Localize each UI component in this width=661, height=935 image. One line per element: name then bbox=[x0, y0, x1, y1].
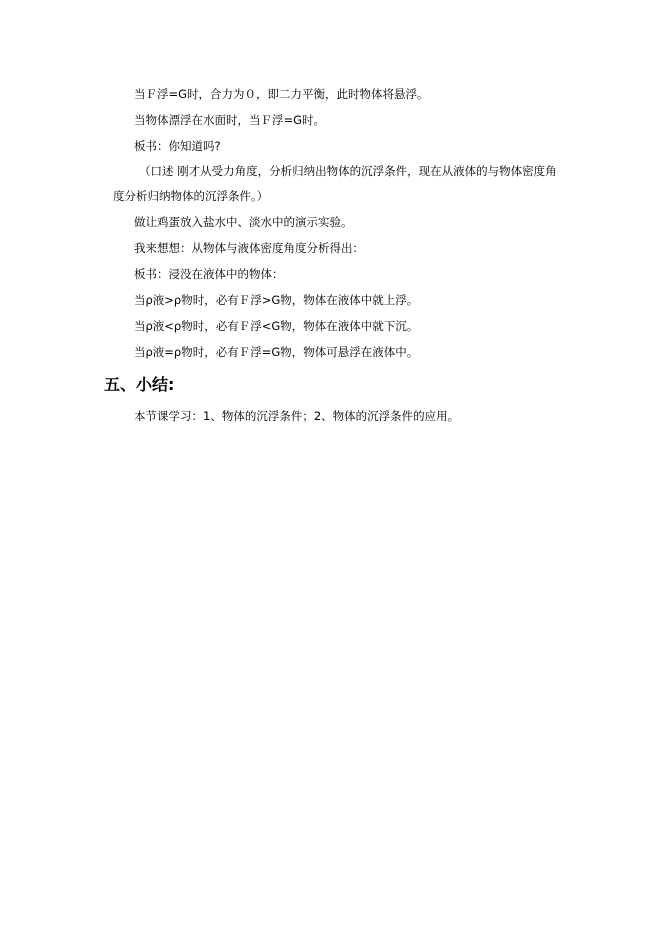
section-heading-summary: 五、小结: bbox=[104, 375, 175, 394]
paragraph-oral-explanation-line1: （口述 刚才从受力角度，分析归纳出物体的沉浮条件，现在从液体的与物体密度角 bbox=[139, 164, 557, 178]
paragraph-board-note-immersed: 板书：浸没在液体中的物体： bbox=[134, 267, 284, 281]
paragraph-sink-condition: 当ρ液<ρ物时，必有Ｆ浮<G物，物体在液体中就下沉。 bbox=[134, 319, 419, 333]
paragraph-floating-condition: 当物体漂浮在水面时，当Ｆ浮=G时。 bbox=[134, 113, 326, 127]
paragraph-board-note-do-you-know: 板书：你知道吗? bbox=[134, 139, 221, 153]
paragraph-density-analysis: 我来想想：从物体与液体密度角度分析得出： bbox=[134, 241, 364, 255]
paragraph-summary: 本节课学习：1、物体的沉浮条件；2、物体的沉浮条件的应用。 bbox=[134, 409, 460, 423]
paragraph-suspension-condition: 当Ｆ浮=G时，合力为０，即二力平衡，此时物体将悬浮。 bbox=[134, 87, 429, 101]
paragraph-rise-condition: 当ρ液>ρ物时，必有Ｆ浮>G物，物体在液体中就上浮。 bbox=[134, 293, 419, 307]
paragraph-egg-experiment: 做让鸡蛋放入盐水中、淡水中的演示实验。 bbox=[134, 215, 353, 229]
paragraph-suspend-condition: 当ρ液=ρ物时，必有Ｆ浮=G物，物体可悬浮在液体中。 bbox=[134, 345, 419, 359]
paragraph-oral-explanation-line2: 度分析归纳物体的沉浮条件。） bbox=[113, 189, 269, 203]
